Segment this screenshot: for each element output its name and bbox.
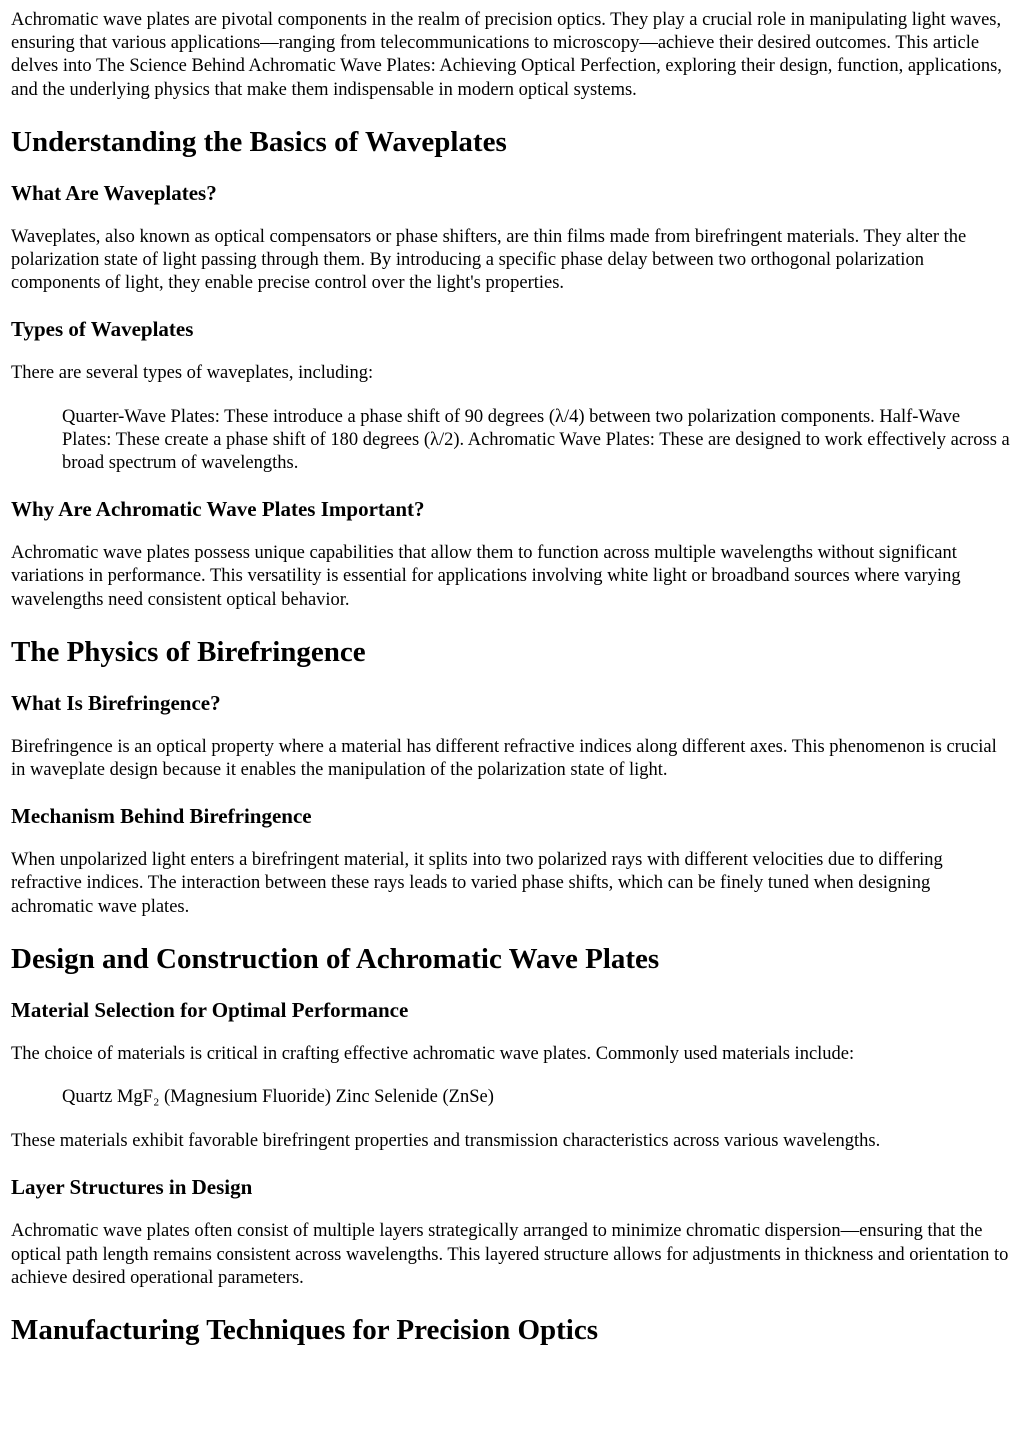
paragraph-waveplates-definition: Waveplates, also known as optical compensators or phase shifters, are thin films made from birefringent materials. They alter the polarization state of light passing through them. By introducing a specific phase delay between two orthogonal polarization components of light, they enable precise control over the light's properties. xyxy=(11,226,967,294)
paragraph-birefringence-mechanism: When unpolarized light enters a birefringent material, it splits into two polarized rays with different velocities due to differing refractive indices. The interaction between these rays leads to varied phase shifts, which can be finely tuned when designing achromatic wave plates. xyxy=(11,850,943,917)
subheading-what-is-birefringence: What Is Birefringence? xyxy=(11,690,221,715)
intro-paragraph: Achromatic wave plates are pivotal components in the realm of precision optics. They play a crucial role in manipulating light waves, ensuring that various applications—ranging from telecommunications to microscopy—achieve their desired outcomes. This article delves into The Science Behind Achromatic Wave Plates: Achieving Optical Perfection, exploring their design, function, applications, and the underlying physics that make them indispensable in modern optical systems. xyxy=(11,10,1002,100)
subheading-why-achromatic-important: Why Are Achromatic Wave Plates Important? xyxy=(11,497,425,522)
subheading-layer-structures: Layer Structures in Design xyxy=(11,1175,253,1200)
paragraph-material-choice: The choice of materials is critical in crafting effective achromatic wave plates. Commonly used materials include: xyxy=(11,1043,855,1064)
section-heading-design-construction: Design and Construction of Achromatic Wave Plates xyxy=(11,942,660,975)
section-heading-waveplate-basics: Understanding the Basics of Waveplates xyxy=(11,125,507,158)
subheading-what-are-waveplates: What Are Waveplates? xyxy=(11,180,217,205)
section-heading-manufacturing: Manufacturing Techniques for Precision Optics xyxy=(11,1314,599,1347)
subheading-types-of-waveplates: Types of Waveplates xyxy=(11,317,194,342)
paragraph-material-properties: These materials exhibit favorable birefringent properties and transmission characteristics across various wavelengths. xyxy=(11,1131,881,1152)
paragraph-achromatic-importance: Achromatic wave plates possess unique capabilities that allow them to function across multiple wavelengths without significant variations in performance. This versatility is essential for applications involving white light or broadband sources where varying wavelengths need consistent optical behavior. xyxy=(11,543,961,610)
paragraph-birefringence-definition: Birefringence is an optical property where a material has different refractive indices along different axes. This phenomenon is crucial in waveplate design because it enables the manipulation of the polarization state of light. xyxy=(11,736,997,781)
paragraph-layer-structures: Achromatic wave plates often consist of multiple layers strategically arranged to minimize chromatic dispersion—ensuring that the optical path length remains consistent across wavelengths. This layered structure allows for adjustments in thickness and orientation to achieve desired operational parameters. xyxy=(11,1221,1009,1288)
section-heading-birefringence-physics: The Physics of Birefringence xyxy=(11,635,366,668)
blockquote-materials-list: Quartz MgF₂ (Magnesium Fluoride) Zinc Selenide (ZnSe) xyxy=(62,1087,494,1108)
subheading-material-selection: Material Selection for Optimal Performance xyxy=(11,997,409,1022)
blockquote-waveplate-types: Quarter-Wave Plates: These introduce a phase shift of 90 degrees (λ/4) between two polarization components. Half-Wave Plates: These create a phase shift of 180 degrees (λ/2). Achromatic Wave Plates: These are designed to work effectively across a broad spectrum of wavelengths. xyxy=(62,406,1010,474)
subheading-birefringence-mechanism: Mechanism Behind Birefringence xyxy=(11,804,312,829)
paragraph-types-intro: There are several types of waveplates, including: xyxy=(11,363,374,384)
